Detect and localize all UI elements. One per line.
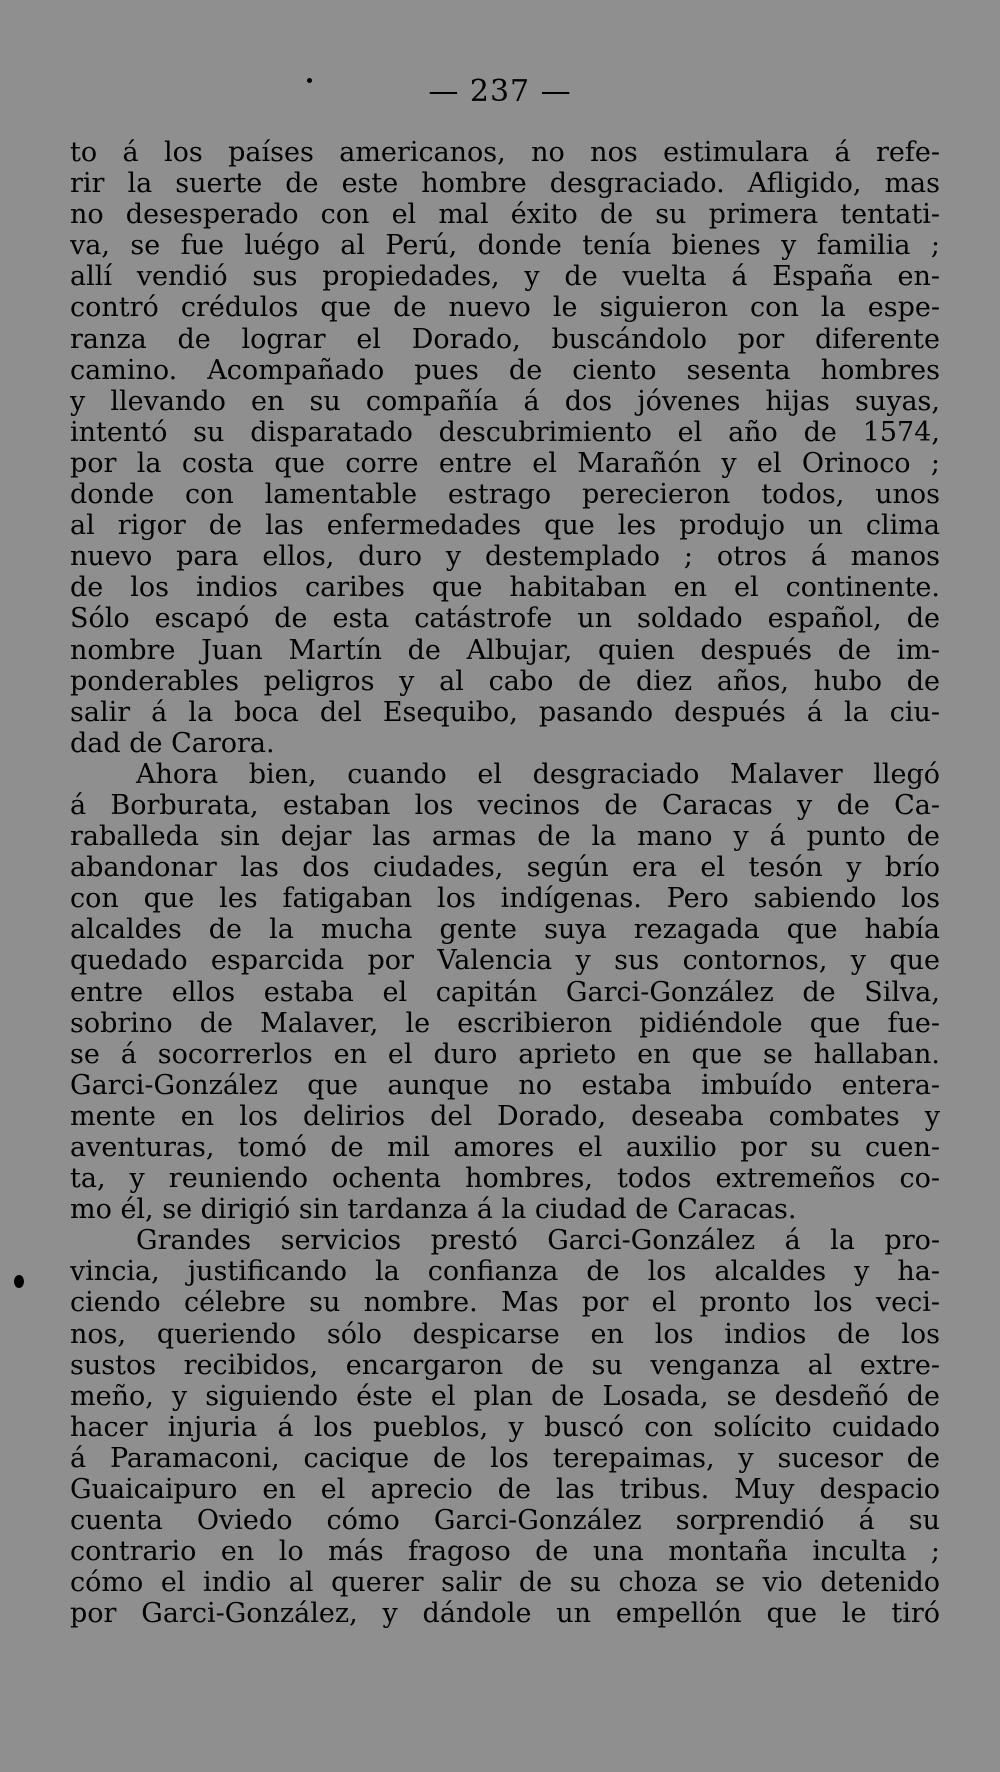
text-line: contrario en lo más fragoso de una montaña inculta ;: [70, 1536, 940, 1568]
text-line: entre ellos estaba el capitán Garci-González de Silva,: [70, 976, 940, 1008]
text-line: donde con lamentable estrago perecieron todos, unos: [70, 479, 940, 511]
text-line: Garci-González que aunque no estaba imbuído entera-: [70, 1069, 940, 1101]
page-number: — 237 —: [428, 74, 572, 109]
body-text: [70, 137, 940, 1630]
text-line: Guaicaipuro en el aprecio de las tribus. Muy despacio: [70, 1474, 940, 1506]
text-line: con que les fatigaban los indígenas. Pero sabiendo los: [70, 883, 940, 915]
text-line: abandonar las dos ciudades, según era el tesón y brío: [70, 852, 940, 884]
text-line: hacer injuria á los pueblos, y buscó con solícito cuidado: [70, 1411, 940, 1443]
text-line: ranza de lograr el Dorado, buscándolo por diferente: [70, 323, 940, 355]
text-line: allí vendió sus propiedades, y de vuelta á España en-: [70, 261, 940, 293]
text-line: camino. Acompañado pues de ciento sesenta hombres: [70, 354, 940, 386]
text-line: salir á la boca del Esequibo, pasando después á la ciu-: [70, 696, 940, 728]
text-line: ciendo célebre su nombre. Mas por el pronto los veci-: [70, 1287, 940, 1319]
text-line: raballeda sin dejar las armas de la mano y á punto de: [70, 821, 940, 853]
text-line: por la costa que corre entre el Marañón y el Orinoco ;: [70, 447, 940, 479]
text-line: al rigor de las enfermedades que les produjo un clima: [70, 510, 940, 542]
text-line: nos, queriendo sólo despicarse en los indios de los: [70, 1318, 940, 1350]
text-line: quedado esparcida por Valencia y sus contornos, y que: [70, 945, 940, 977]
text-line: se á socorrerlos en el duro aprieto en que se hallaban.: [70, 1038, 940, 1070]
ink-speck: [307, 78, 312, 83]
text-line: y llevando en su compañía á dos jóvenes hijas suyas,: [70, 385, 940, 417]
text-line: no desesperado con el mal éxito de su primera tentati-: [70, 199, 940, 231]
text-line: intentó su disparatado descubrimiento el año de 1574,: [70, 416, 940, 448]
text-line: rir la suerte de este hombre desgraciado. Afligido, mas: [70, 168, 940, 200]
text-line: to á los países americanos, no nos estimulara á refe-: [70, 137, 940, 168]
text-line: cuenta Oviedo cómo Garci-González sorprendió á su: [70, 1505, 940, 1537]
text-line: alcaldes de la mucha gente suya rezagada que había: [70, 914, 940, 946]
text-line: ta, y reuniendo ochenta hombres, todos extremeños co-: [70, 1163, 940, 1195]
text-line: sustos recibidos, encargaron de su venganza al extre-: [70, 1349, 940, 1381]
ink-speck: [14, 1275, 24, 1288]
text-line: nuevo para ellos, duro y destemplado ; otros á manos: [70, 541, 940, 573]
text-line: Sólo escapó de esta catástrofe un soldado español, de: [70, 603, 940, 635]
text-line: por Garci-González, y dándole un empellón que le tiró: [70, 1598, 940, 1630]
text-line: meño, y siguiendo éste el plan de Losada, se desdeñó de: [70, 1380, 940, 1412]
text-line: nombre Juan Martín de Albujar, quien después de im-: [70, 634, 940, 666]
text-line: sobrino de Malaver, le escribieron pidiéndole que fue-: [70, 1007, 940, 1039]
text-line: mo él, se dirigió sin tardanza á la ciudad de Caracas.: [70, 1194, 797, 1226]
text-line: mente en los delirios del Dorado, deseaba combates y: [70, 1100, 940, 1132]
text-line: aventuras, tomó de mil amores el auxilio por su cuen-: [70, 1132, 940, 1163]
text-line: cómo el indio al querer salir de su choza se vio detenido: [70, 1567, 940, 1599]
text-line: va, se fue luégo al Perú, donde tenía bienes y familia ;: [70, 230, 940, 262]
text-line: Ahora bien, cuando el desgraciado Malaver llegó: [136, 758, 940, 790]
text-line: dad de Carora.: [70, 727, 275, 759]
text-line: contró crédulos que de nuevo le siguieron con la espe-: [70, 292, 940, 324]
text-line: á Borburata, estaban los vecinos de Caracas y de Ca-: [70, 789, 940, 821]
text-line: de los indios caribes que habitaban en el continente.: [70, 572, 940, 604]
text-line: vincia, justificando la confianza de los alcaldes y ha-: [70, 1256, 940, 1288]
text-line: á Paramaconi, cacique de los terepaimas, y sucesor de: [70, 1442, 940, 1474]
text-line: ponderables peligros y al cabo de diez años, hubo de: [70, 665, 940, 697]
text-line: Grandes servicios prestó Garci-González á la pro-: [136, 1225, 940, 1257]
